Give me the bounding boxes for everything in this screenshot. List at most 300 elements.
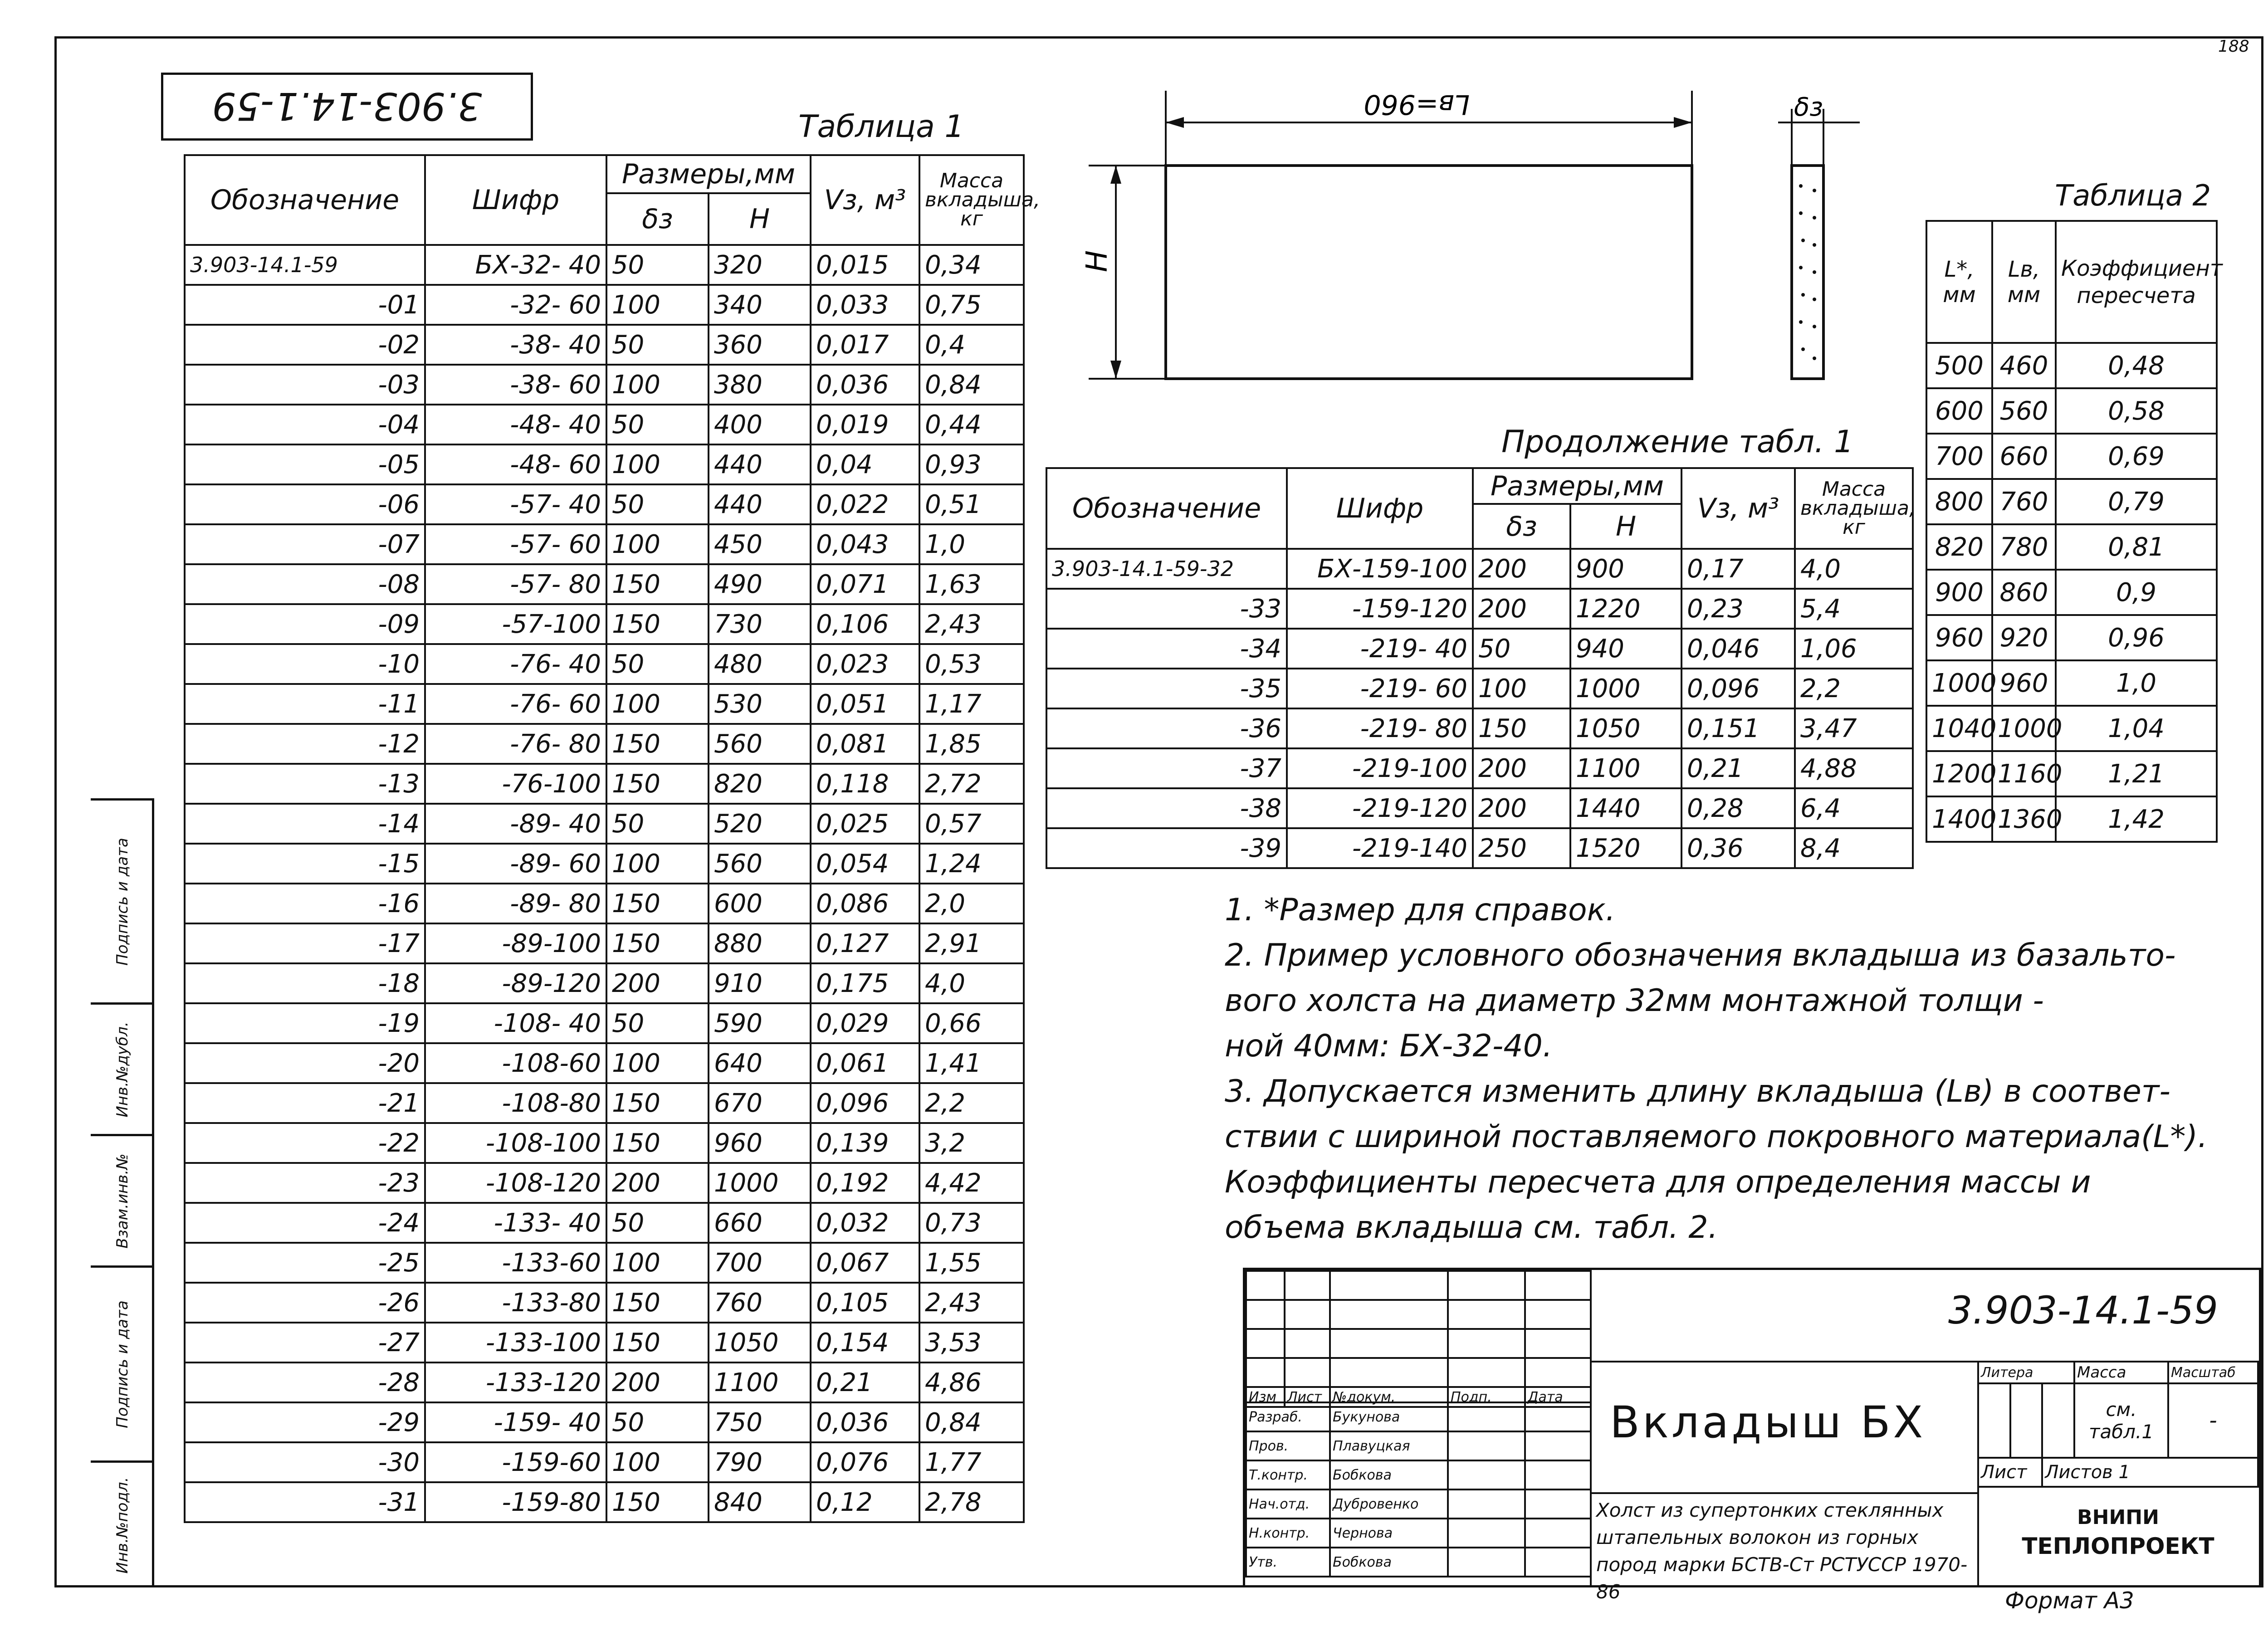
t1-cell: 100 xyxy=(606,524,709,564)
t2-cell: 760 xyxy=(1992,479,2056,524)
stamp-person-name: Бобкова xyxy=(1330,1460,1448,1489)
t1-row xyxy=(185,804,1024,844)
t1c-cell: 200 xyxy=(1473,549,1570,589)
t1-cell: 1050 xyxy=(709,1323,811,1363)
t1-cell: 2,78 xyxy=(919,1482,1024,1522)
t1-cell: 150 xyxy=(606,764,709,804)
t1-cell: -25 xyxy=(185,1243,425,1283)
t1-cell: 0,75 xyxy=(919,285,1024,325)
t1-cell: 910 xyxy=(709,963,811,1003)
t1-cell: -16 xyxy=(185,884,425,923)
t1c-cell: -159-120 xyxy=(1287,589,1473,629)
t1-cell: -76-100 xyxy=(425,764,606,804)
t1-cell: 0,53 xyxy=(919,644,1024,684)
stamp-litera: Литера xyxy=(1978,1362,2074,1383)
t1-cell: -108- 40 xyxy=(425,1003,606,1043)
t1c-row xyxy=(1046,748,1913,788)
stamp-person-row xyxy=(1246,1519,1591,1548)
t1-row xyxy=(185,684,1024,724)
note-2-line2: вого холста на диаметр 32мм монтажной толщи - xyxy=(1225,983,2044,1019)
t1c-header-dimensions: Размеры,мм xyxy=(1473,468,1681,504)
t1c-cell: -34 xyxy=(1046,629,1287,669)
t1-cell: -108-120 xyxy=(425,1163,606,1203)
note-2-line3: ной 40мм: БХ-32-40. xyxy=(1225,1028,1553,1064)
t1-cell: 1,24 xyxy=(919,844,1024,884)
t1-cell: -19 xyxy=(185,1003,425,1043)
stamp-role: Пров. xyxy=(1246,1431,1330,1460)
stamp-person-row xyxy=(1246,1431,1591,1460)
t1-cell: -89- 40 xyxy=(425,804,606,844)
t1-cell: -32- 60 xyxy=(425,285,606,325)
t1-cell: 50 xyxy=(606,325,709,365)
t1-cell: 150 xyxy=(606,1083,709,1123)
t2-cell: 560 xyxy=(1992,388,2056,434)
t1c-cell: 0,17 xyxy=(1681,549,1795,589)
t2-cell: 800 xyxy=(1926,479,1992,524)
t2-cell: 960 xyxy=(1926,615,1992,660)
t2-row xyxy=(1926,570,2217,615)
t1-row xyxy=(185,245,1024,285)
t1-header-height: H xyxy=(709,193,811,245)
t1c-cell: 2,2 xyxy=(1795,669,1913,708)
t1c-row xyxy=(1046,828,1913,868)
t1c-cell: 200 xyxy=(1473,748,1570,788)
t1-cell: 0,73 xyxy=(919,1203,1024,1243)
t1-cell: 0,4 xyxy=(919,325,1024,365)
t1c-cell: 200 xyxy=(1473,589,1570,629)
t1-row xyxy=(185,484,1024,524)
t1-row xyxy=(185,884,1024,923)
t1-cell: 0,21 xyxy=(811,1363,919,1402)
t1-row xyxy=(185,564,1024,604)
t1-row xyxy=(185,644,1024,684)
t1-cell: -24 xyxy=(185,1203,425,1243)
t1-cell: 200 xyxy=(606,963,709,1003)
t2-cell: 1,21 xyxy=(2056,751,2217,796)
doc-code-rotated: 3.903-14.1-59 xyxy=(212,84,482,128)
t1c-cell: 0,36 xyxy=(1681,828,1795,868)
t1-cell: 0,192 xyxy=(811,1163,919,1203)
stamp-person-name: Плавуцкая xyxy=(1330,1431,1448,1460)
stamp-person-row xyxy=(1246,1460,1591,1489)
left-signature-strip xyxy=(91,798,154,1587)
insert-drawing xyxy=(1070,77,1910,395)
t1-cell: 1,17 xyxy=(919,684,1024,724)
t1-cell: 0,105 xyxy=(811,1283,919,1323)
t1-row xyxy=(185,1123,1024,1163)
stamp-scale-value: - xyxy=(2168,1383,2258,1458)
t1-header-designation: Обозначение xyxy=(185,155,425,245)
stamp-mass-label: Масса xyxy=(2074,1362,2168,1383)
t1-cell: 730 xyxy=(709,604,811,644)
t2-header-coef: Коэффициент пересчета xyxy=(2056,221,2217,343)
t1-cell: -31 xyxy=(185,1482,425,1522)
t2-cell: 0,79 xyxy=(2056,479,2217,524)
t1-cell: -38- 60 xyxy=(425,365,606,405)
t1c-cell: 250 xyxy=(1473,828,1570,868)
t2-header-lv: Lв, мм xyxy=(1992,221,2056,343)
t1-cell: 2,43 xyxy=(919,1283,1024,1323)
length-label: Lв=960 xyxy=(1364,88,1470,120)
t1-cell: 2,91 xyxy=(919,923,1024,963)
stamp-signature xyxy=(1448,1489,1525,1519)
t1c-cell: 4,88 xyxy=(1795,748,1913,788)
t1-cell: 1,77 xyxy=(919,1442,1024,1482)
t2-cell: 1160 xyxy=(1992,751,2056,796)
t1c-cell: -38 xyxy=(1046,788,1287,828)
t1c-header-cipher: Шифр xyxy=(1287,468,1473,549)
t1-cell: -133-60 xyxy=(425,1243,606,1283)
t1-cell: 440 xyxy=(709,484,811,524)
t1c-cell: 1050 xyxy=(1570,708,1681,748)
t1c-cell: -36 xyxy=(1046,708,1287,748)
stamp-person-row xyxy=(1246,1489,1591,1519)
t1-row xyxy=(185,1203,1024,1243)
t1-cell: 880 xyxy=(709,923,811,963)
note-3-line1: 3. Допускается изменить длину вкладыша (Lв) в соответ- xyxy=(1225,1074,2170,1109)
t2-row xyxy=(1926,524,2217,570)
t1-row xyxy=(185,1283,1024,1323)
t1-cell: 760 xyxy=(709,1283,811,1323)
t1-cell: 4,42 xyxy=(919,1163,1024,1203)
t1-cell: -13 xyxy=(185,764,425,804)
stamp-hdr-list: Лист xyxy=(1285,1387,1330,1407)
t1-cell: 50 xyxy=(606,484,709,524)
t1-cell: 50 xyxy=(606,1003,709,1043)
t1c-cell: 1000 xyxy=(1570,669,1681,708)
t1-cell: 1,0 xyxy=(919,524,1024,564)
t1-row xyxy=(185,604,1024,644)
stamp-scale-label: Масштаб xyxy=(2168,1362,2258,1383)
t1-cell: -12 xyxy=(185,724,425,764)
stamp-mass-value: см. табл.1 xyxy=(2074,1383,2168,1458)
t2-cell: 1,42 xyxy=(2056,796,2217,842)
t2-cell: 860 xyxy=(1992,570,2056,615)
t1-cell: -108-100 xyxy=(425,1123,606,1163)
dim-h-arrow-top xyxy=(1110,166,1121,184)
t1-cell: 2,0 xyxy=(919,884,1024,923)
t1c-cell: 900 xyxy=(1570,549,1681,589)
t2-cell: 780 xyxy=(1992,524,2056,570)
t1-cell: 0,071 xyxy=(811,564,919,604)
t1-cell: 0,061 xyxy=(811,1043,919,1083)
t1-cell: 0,93 xyxy=(919,444,1024,484)
t1-cell: БХ-32- 40 xyxy=(425,245,606,285)
t1-cell: 150 xyxy=(606,564,709,604)
t1-cell: -48- 40 xyxy=(425,405,606,444)
t1-cell: 2,2 xyxy=(919,1083,1024,1123)
stamp-hdr-doc: №докум. xyxy=(1330,1387,1448,1407)
t1-cell: 0,096 xyxy=(811,1083,919,1123)
table1-continuation xyxy=(1046,467,1914,869)
t1-cell: -133-80 xyxy=(425,1283,606,1323)
stamp-signature xyxy=(1448,1431,1525,1460)
t1c-cell: -37 xyxy=(1046,748,1287,788)
t1c-cell: 0,21 xyxy=(1681,748,1795,788)
t1c-cell: 0,28 xyxy=(1681,788,1795,828)
t1-cell: -23 xyxy=(185,1163,425,1203)
t1c-header-volume: Vз, м³ xyxy=(1681,468,1795,549)
t1c-cell: 6,4 xyxy=(1795,788,1913,828)
t1-cell: 1,55 xyxy=(919,1243,1024,1283)
t1-cell: 1,85 xyxy=(919,724,1024,764)
dim-h-arrow-bottom xyxy=(1110,361,1121,379)
t1-cell: 640 xyxy=(709,1043,811,1083)
t1-cell: 1,41 xyxy=(919,1043,1024,1083)
t1-row xyxy=(185,1243,1024,1283)
t1-header-delta: δз xyxy=(606,193,709,245)
t1-cell: 840 xyxy=(709,1482,811,1522)
t1-cell: 0,076 xyxy=(811,1442,919,1482)
stamp-person-name: Дубровенко xyxy=(1330,1489,1448,1519)
t1c-cell: 1440 xyxy=(1570,788,1681,828)
table2 xyxy=(1926,220,2223,843)
t1-cell: 0,081 xyxy=(811,724,919,764)
t1-cell: 0,054 xyxy=(811,844,919,884)
t1c-row xyxy=(1046,549,1913,589)
t1-cell: 100 xyxy=(606,444,709,484)
t1-cell: 0,025 xyxy=(811,804,919,844)
t1-cell: 490 xyxy=(709,564,811,604)
t1-header-mass: Масса вкладыша, кг xyxy=(919,155,1024,245)
t1-row xyxy=(185,1043,1024,1083)
t1-cell: 320 xyxy=(709,245,811,285)
t2-row xyxy=(1926,706,2217,751)
t1-row xyxy=(185,405,1024,444)
t1-cell: 0,086 xyxy=(811,884,919,923)
note-3-line4: объема вкладыша см. табл. 2. xyxy=(1225,1210,1718,1245)
table1-title: Таблица 1 xyxy=(798,109,964,145)
t1-cell: -89-100 xyxy=(425,923,606,963)
t1c-cell: -219- 40 xyxy=(1287,629,1473,669)
t1c-cell: 150 xyxy=(1473,708,1570,748)
t1-cell: -57-100 xyxy=(425,604,606,644)
t1-row xyxy=(185,1003,1024,1043)
t1-cell: 0,118 xyxy=(811,764,919,804)
stamp-code: 3.903-14.1-59 xyxy=(1948,1288,2218,1333)
t1-cell: 150 xyxy=(606,1323,709,1363)
t1c-cell: -219-140 xyxy=(1287,828,1473,868)
t2-row xyxy=(1926,660,2217,706)
t1-cell: -57- 40 xyxy=(425,484,606,524)
stamp-signature xyxy=(1448,1519,1525,1548)
t1-cell: 100 xyxy=(606,1243,709,1283)
t1-cell: 50 xyxy=(606,644,709,684)
t2-cell: 0,58 xyxy=(2056,388,2217,434)
t1-cell: 750 xyxy=(709,1402,811,1442)
t1-row xyxy=(185,1163,1024,1203)
t1c-cell: -219- 60 xyxy=(1287,669,1473,708)
t2-cell: 920 xyxy=(1992,615,2056,660)
note-2-line1: 2. Пример условного обозначения вкладыша из базальто- xyxy=(1225,938,2176,973)
height-label: H xyxy=(1080,250,1114,272)
stamp-person-name: Чернова xyxy=(1330,1519,1448,1548)
t1-cell: 360 xyxy=(709,325,811,365)
table1 xyxy=(184,154,1040,1523)
t2-cell: 600 xyxy=(1926,388,1992,434)
page-number: 188 xyxy=(2218,37,2249,56)
t1-cell: 450 xyxy=(709,524,811,564)
t2-cell: 1000 xyxy=(1992,706,2056,751)
t1c-cell: 940 xyxy=(1570,629,1681,669)
t1-cell: -27 xyxy=(185,1323,425,1363)
t1-cell: 0,019 xyxy=(811,405,919,444)
stamp-person-name: Букунова xyxy=(1330,1402,1448,1431)
t1c-header-delta: δз xyxy=(1473,504,1570,549)
t2-row xyxy=(1926,615,2217,660)
t1-cell: 560 xyxy=(709,844,811,884)
litera-grid xyxy=(1977,1361,2259,1488)
t1-cell: 0,036 xyxy=(811,365,919,405)
t1-cell: 100 xyxy=(606,684,709,724)
t1-cell: -57- 80 xyxy=(425,564,606,604)
t1-header-cipher: Шифр xyxy=(425,155,606,245)
t1-cell: 960 xyxy=(709,1123,811,1163)
t2-cell: 660 xyxy=(1992,434,2056,479)
t1-cell: -08 xyxy=(185,564,425,604)
t1-cell: 0,029 xyxy=(811,1003,919,1043)
stamp-date xyxy=(1525,1460,1591,1489)
t1-cell: 50 xyxy=(606,245,709,285)
t1-row xyxy=(185,724,1024,764)
t1-cell: 0,033 xyxy=(811,285,919,325)
t1-cell: 200 xyxy=(606,1363,709,1402)
t1-cell: -76- 60 xyxy=(425,684,606,724)
t1c-cell: -219-100 xyxy=(1287,748,1473,788)
t2-cell: 500 xyxy=(1926,343,1992,388)
t1-cell: -57- 60 xyxy=(425,524,606,564)
t2-cell: 1040 xyxy=(1926,706,1992,751)
t1-cell: -15 xyxy=(185,844,425,884)
stamp-signature xyxy=(1448,1402,1525,1431)
t1-row xyxy=(185,1363,1024,1402)
t1-cell: 100 xyxy=(606,844,709,884)
t1-cell: 0,44 xyxy=(919,405,1024,444)
t1-cell: 0,032 xyxy=(811,1203,919,1243)
t1c-cell: 1,06 xyxy=(1795,629,1913,669)
t1-row xyxy=(185,923,1024,963)
t1-cell: 600 xyxy=(709,884,811,923)
strip-sign-date-2: Подпись и дата xyxy=(113,1300,132,1428)
t1-cell: 0,023 xyxy=(811,644,919,684)
t1-cell: 340 xyxy=(709,285,811,325)
t2-row xyxy=(1926,388,2217,434)
t1-cell: -20 xyxy=(185,1043,425,1083)
stamp-material: Холст из супертонких стеклянных штапельных волокон из горных пород марки БСТВ-Ст РСТУССР 1970-86 xyxy=(1596,1499,1968,1603)
t2-cell: 0,69 xyxy=(2056,434,2217,479)
t1-cell: -05 xyxy=(185,444,425,484)
t1-cell: -07 xyxy=(185,524,425,564)
t1-cell: 0,04 xyxy=(811,444,919,484)
t1-cell: 400 xyxy=(709,405,811,444)
stamp-person-row xyxy=(1246,1402,1591,1431)
t1c-cell: 50 xyxy=(1473,629,1570,669)
t1-cell: -01 xyxy=(185,285,425,325)
t1-cell: -89-120 xyxy=(425,963,606,1003)
stamp-signature xyxy=(1448,1548,1525,1577)
t1c-row xyxy=(1046,788,1913,828)
note-3-line2: ствии с шириной поставляемого покровного материала(L*). xyxy=(1225,1119,2208,1155)
t1-row xyxy=(185,764,1024,804)
t1-cell: 150 xyxy=(606,923,709,963)
insert-section-view xyxy=(1792,166,1823,379)
stamp-person-row xyxy=(1246,1548,1591,1577)
t1-cell: 100 xyxy=(606,285,709,325)
t1c-row xyxy=(1046,589,1913,629)
format-label: Формат А3 xyxy=(2005,1587,2134,1614)
t1-cell: 0,127 xyxy=(811,923,919,963)
stamp-person-name: Бобкова xyxy=(1330,1548,1448,1577)
t1-cell: -76- 40 xyxy=(425,644,606,684)
t1-cell: 1100 xyxy=(709,1363,811,1402)
t1c-cell: 200 xyxy=(1473,788,1570,828)
t1-row xyxy=(185,1083,1024,1123)
t1-cell: 0,139 xyxy=(811,1123,919,1163)
t2-cell: 0,48 xyxy=(2056,343,2217,388)
t1-cell: -38- 40 xyxy=(425,325,606,365)
stamp-date xyxy=(1525,1431,1591,1460)
strip-sign-date-1: Подпись и дата xyxy=(113,837,132,966)
stamp-role: Разраб. xyxy=(1246,1402,1330,1431)
stamp-role: Нач.отд. xyxy=(1246,1489,1330,1519)
t1-cell: 530 xyxy=(709,684,811,724)
t1c-header-mass: Масса вкладыша, кг xyxy=(1795,468,1913,549)
t1-cell: 0,84 xyxy=(919,1402,1024,1442)
t1-cell: -09 xyxy=(185,604,425,644)
stamp-hdr-sign: Подп. xyxy=(1448,1387,1525,1407)
t1c-cell: БХ-159-100 xyxy=(1287,549,1473,589)
t1-cell: -04 xyxy=(185,405,425,444)
t1c-row xyxy=(1046,629,1913,669)
t1-cell: 150 xyxy=(606,1123,709,1163)
t2-cell: 1400 xyxy=(1926,796,1992,842)
t1-cell: -29 xyxy=(185,1402,425,1442)
t1-row xyxy=(185,1402,1024,1442)
t1-cell: -03 xyxy=(185,365,425,405)
t1-cell: 100 xyxy=(606,365,709,405)
t1-cell: 0,154 xyxy=(811,1323,919,1363)
t1-cell: -133-120 xyxy=(425,1363,606,1402)
t1-cell: -159-60 xyxy=(425,1442,606,1482)
stamp-title: Вкладыш БХ xyxy=(1610,1397,1926,1448)
t1-cell: -108-60 xyxy=(425,1043,606,1083)
t1-cell: -108-80 xyxy=(425,1083,606,1123)
t1-cell: 0,022 xyxy=(811,484,919,524)
t1-cell: -06 xyxy=(185,484,425,524)
t2-row xyxy=(1926,434,2217,479)
stamp-org-line1: ВНИПИ xyxy=(2077,1506,2159,1529)
t2-row xyxy=(1926,796,2217,842)
t2-cell: 0,81 xyxy=(2056,524,2217,570)
t1-cell: -10 xyxy=(185,644,425,684)
t1-cell: 0,017 xyxy=(811,325,919,365)
t1-cell: 150 xyxy=(606,604,709,644)
t1-cell: -30 xyxy=(185,1442,425,1482)
t1-cell: 380 xyxy=(709,365,811,405)
t1c-cell: -35 xyxy=(1046,669,1287,708)
dim-arrow-right xyxy=(1674,117,1692,128)
t1-cell: 100 xyxy=(606,1442,709,1482)
t1c-header-designation: Обозначение xyxy=(1046,468,1287,549)
stamp-hdr-date: Дата xyxy=(1525,1387,1591,1407)
t2-cell: 1,04 xyxy=(2056,706,2217,751)
t1-cell: -14 xyxy=(185,804,425,844)
t1-cell: 100 xyxy=(606,1043,709,1083)
t1-cell: 440 xyxy=(709,444,811,484)
t1c-header-height: H xyxy=(1570,504,1681,549)
t2-row xyxy=(1926,479,2217,524)
t2-cell: 1200 xyxy=(1926,751,1992,796)
